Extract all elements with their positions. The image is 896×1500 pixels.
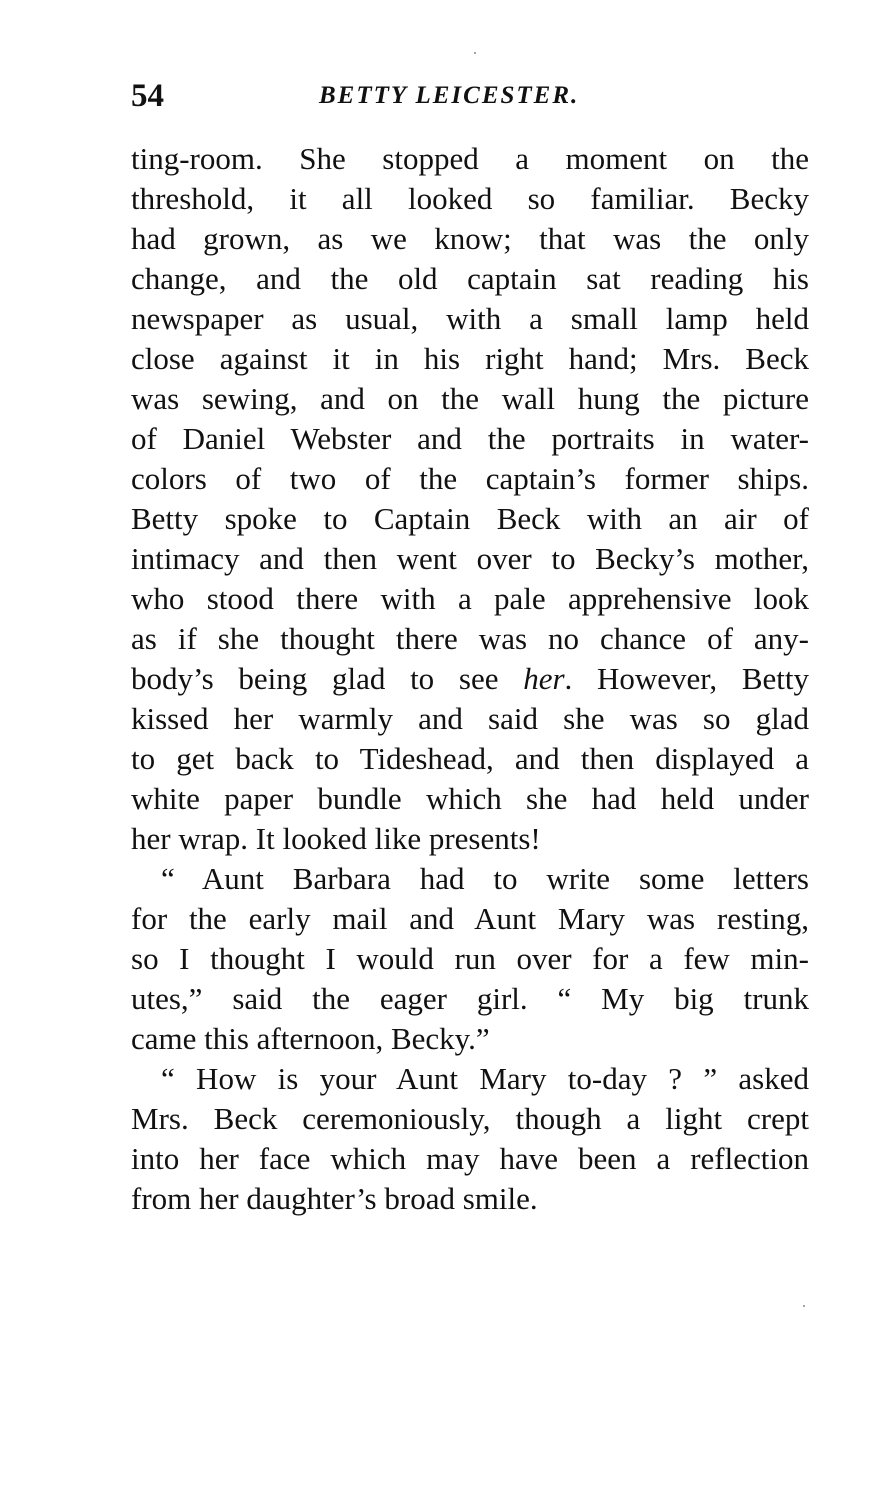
text-line: colors of two of the captain’s former ships. [131,461,809,496]
text-line: kissed her warmly and said she was so glad [131,701,809,736]
text-line: white paper bundle which she had held under [131,781,809,816]
text-line: had grown, as we know; that was the only [131,221,809,256]
text-line-with-emphasis [131,659,809,699]
body-text [131,139,809,1219]
text-line: came this afternoon, Becky.” [131,1021,490,1056]
text-line: her wrap. It looked like presents! [131,821,541,856]
text-line: close against it in his right hand; Mrs. Beck [131,341,809,376]
page-number: 54 [131,78,164,114]
line-text-before-emphasis: body’s being glad to see [131,661,524,696]
text-line: was sewing, and on the wall hung the picture [131,381,809,416]
text-line: so I thought I would run over for a few min- [131,941,809,976]
text-line: “ How is your Aunt Mary to-day ? ” asked [161,1061,809,1096]
text-line: intimacy and then went over to Becky’s mother, [131,541,809,576]
running-title: BETTY LEICESTER. [319,82,580,109]
scan-speck [474,52,476,54]
text-line: to get back to Tideshead, and then displayed a [131,741,809,776]
text-line: ting-room. She stopped a moment on the [131,141,809,176]
text-line: as if she thought there was no chance of any- [131,621,809,656]
text-line: into her face which may have been a reflection [131,1141,809,1176]
text-line: threshold, it all looked so familiar. Becky [131,181,809,216]
scan-speck [803,1305,805,1307]
text-line: change, and the old captain sat reading his [131,261,809,296]
text-line: Betty spoke to Captain Beck with an air of [131,501,809,536]
text-line: newspaper as usual, with a small lamp held [131,301,809,336]
text-line: “ Aunt Barbara had to write some letters [161,861,809,896]
text-line: from her daughter’s broad smile. [131,1181,538,1216]
line-text-after-emphasis: . However, Betty [564,661,809,696]
emphasized-word: her [523,661,565,696]
running-head [131,74,809,118]
text-line: who stood there with a pale apprehensive look [131,581,809,616]
text-line: utes,” said the eager girl. “ My big trunk [131,981,809,1016]
text-line: for the early mail and Aunt Mary was resting, [131,901,809,936]
text-line: of Daniel Webster and the portraits in water- [131,421,809,456]
text-line: Mrs. Beck ceremoniously, though a light crept [131,1101,809,1136]
